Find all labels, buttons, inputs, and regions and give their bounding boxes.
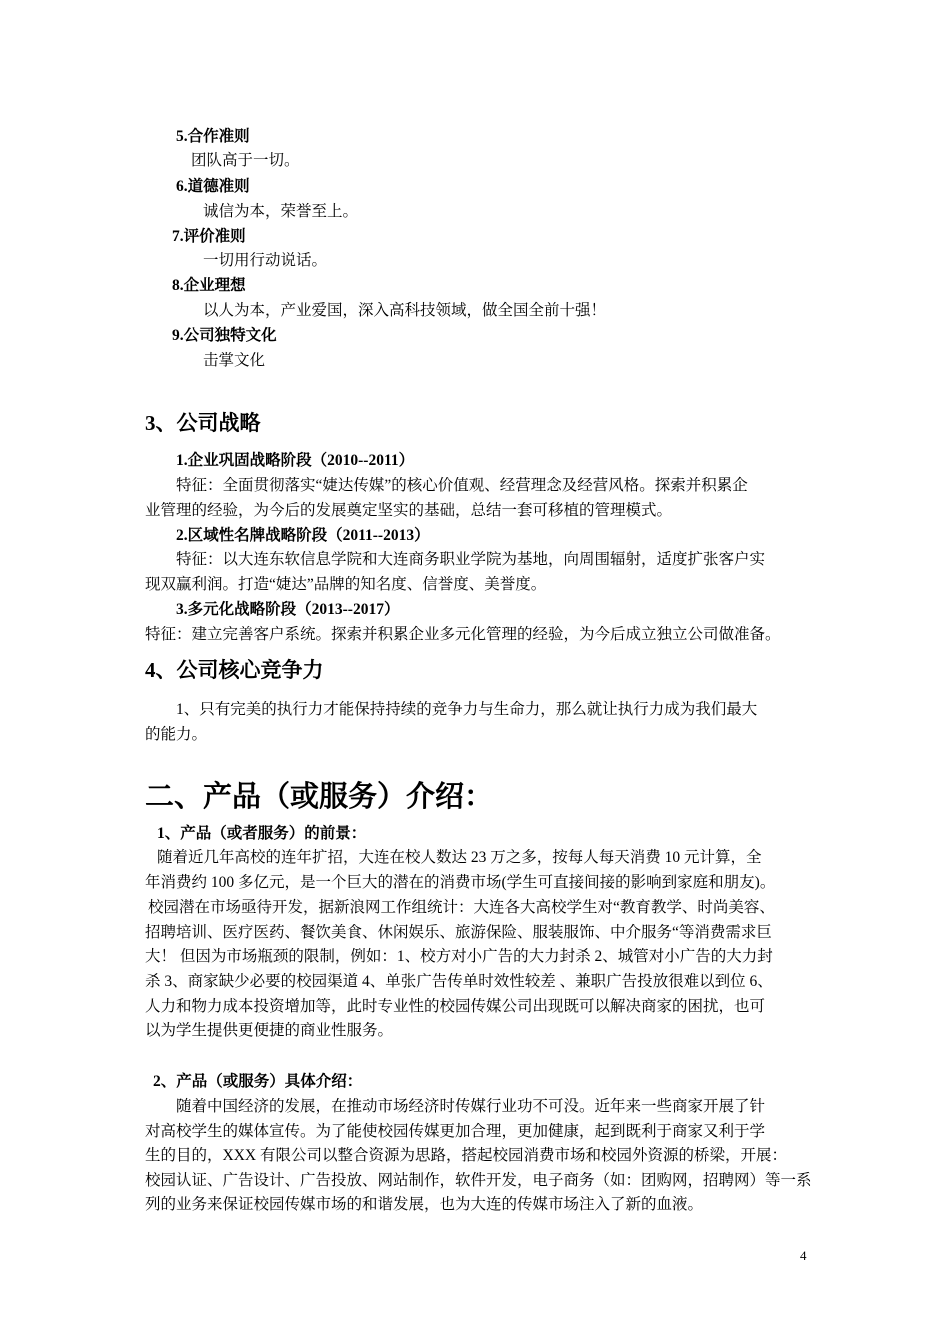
culture-item-body: 团队高于一切。 [191, 152, 300, 169]
products-background-text: 以为学生提供更便捷的商业性服务。 [145, 1022, 394, 1039]
culture-item-title: 6.道德准则 [176, 178, 250, 195]
culture-item-title: 7.评价准则 [172, 228, 246, 245]
products-background-text: 招聘培训、医疗医药、餐饮美食、休闲娱乐、旅游保险、服装服饰、中介服务“等消费需求巨 [145, 924, 772, 941]
products-detail-text: 生的目的，XXX 有限公司以整合资源为思路，搭起校园消费市场和校园外资源的桥梁，开展： [145, 1147, 787, 1164]
strategy-phase-title: 1.企业巩固战略阶段（2010--2011） [176, 452, 415, 469]
strategy-phase-text: 业管理的经验，为今后的发展奠定坚实的基础，总结一套可移植的管理模式。 [145, 502, 673, 519]
culture-item-body: 诚信为本，荣誉至上。 [203, 203, 359, 220]
products-background-text: 人力和物力成本投资增加等，此时专业性的校园传媒公司出现既可以解决商家的困扰，也可 [145, 998, 766, 1015]
section-heading-strategy: 3、公司战略 [145, 411, 261, 435]
strategy-phase-text: 特征：全面贯彻落实“婕达传媒”的核心价值观、经营理念及经营风格。探索并积累企 [176, 477, 748, 494]
products-background-text: 校园潜在市场亟待开发，据新浪网工作组统计：大连各大高校学生对“教育教学、时尚美容、 [148, 899, 775, 916]
culture-item-body: 以人为本，产业爱国，深入高科技领域，做全国全前十强！ [203, 302, 607, 319]
strategy-phase-text: 现双赢利润。打造“婕达”品牌的知名度、信誉度、美誉度。 [145, 576, 547, 593]
products-detail-text: 校园认证、广告设计、广告投放、网站制作，软件开发，电子商务（如：团购网，招聘网）等一系 [145, 1172, 812, 1189]
culture-item-title: 5.合作准则 [176, 128, 250, 145]
products-detail-text: 对高校学生的媒体宣传。为了能使校园传媒更加合理，更加健康，起到既利于商家又利于学 [145, 1123, 766, 1140]
products-subheading-detail: 2、产品（或服务）具体介绍： [153, 1073, 363, 1090]
strategy-phase-title: 3.多元化战略阶段（2013--2017） [176, 601, 400, 618]
products-background-text: 随着近几年高校的连年扩招，大连在校人数达 23 万之多，按每人每天消费 10 元计算，全 [157, 849, 762, 866]
products-subheading-background: 1、产品（或者服务）的前景： [157, 825, 367, 842]
products-background-text: 大！ 但因为市场瓶颈的限制，例如：1、校方对小广告的大力封杀 2、城管对小广告的大力封 [145, 948, 773, 965]
section-heading-competitiveness: 4、公司核心竞争力 [145, 658, 324, 682]
culture-item-title: 9.公司独特文化 [172, 327, 277, 344]
culture-item-title: 8.企业理想 [172, 277, 246, 294]
products-detail-text: 随着中国经济的发展，在推动市场经济时传媒行业功不可没。近年来一些商家开展了针 [176, 1098, 766, 1115]
page-number: 4 [800, 1248, 807, 1263]
products-background-text: 年消费约 100 多亿元，是一个巨大的潜在的消费市场(学生可直接间接的影响到家庭和朋友)。 [145, 874, 776, 891]
strategy-phase-title: 2.区域性名牌战略阶段（2011--2013） [176, 527, 430, 544]
culture-item-body: 一切用行动说话。 [203, 252, 328, 269]
products-detail-text: 列的业务来保证校园传媒市场的和谐发展，也为大连的传媒市场注入了新的血液。 [145, 1196, 704, 1213]
strategy-phase-text: 特征：建立完善客户系统。探索并积累企业多元化管理的经验，为今后成立独立公司做准备。 [145, 626, 781, 643]
chapter-heading-products: 二、产品（或服务）介绍： [145, 781, 494, 813]
strategy-phase-text: 特征：以大连东软信息学院和大连商务职业学院为基地，向周围辐射，适度扩张客户实 [176, 551, 766, 568]
competitiveness-text: 的能力。 [145, 726, 208, 743]
competitiveness-text: 1、只有完美的执行力才能保持持续的竞争力与生命力，那么就让执行力成为我们最大 [176, 701, 758, 718]
culture-item-body: 击掌文化 [203, 352, 266, 369]
products-background-text: 杀 3、商家缺少必要的校园渠道 4、单张广告传单时效性较差 、兼职广告投放很难以到位 6、 [145, 973, 773, 990]
